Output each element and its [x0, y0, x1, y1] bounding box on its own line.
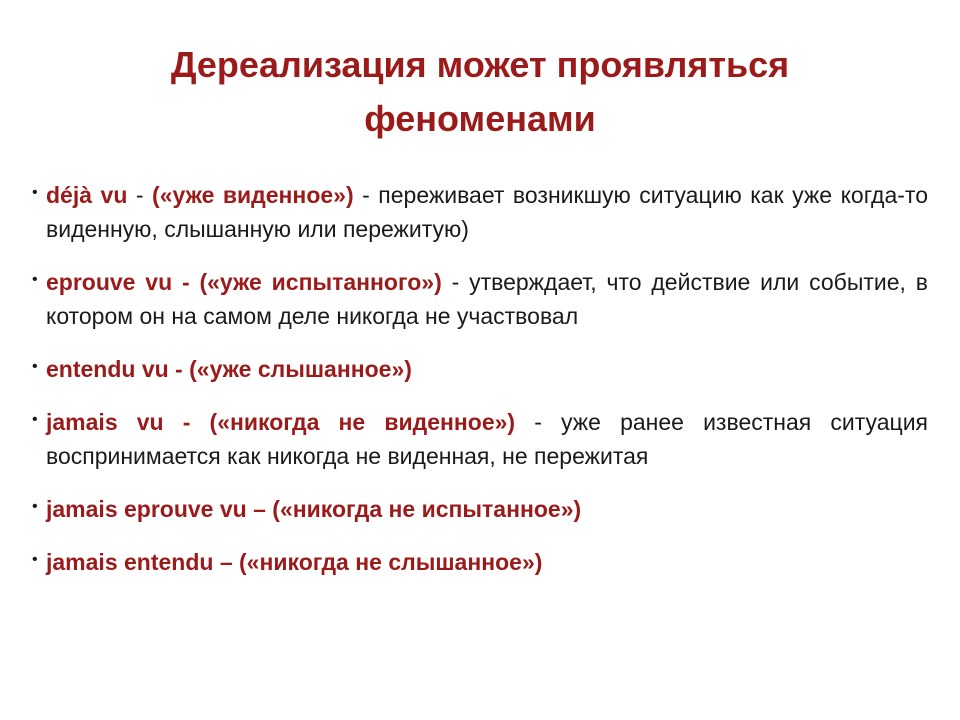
slide-title-line-1: Дереализация может проявляться [170, 44, 790, 85]
slide-title-line-2: феноменами [364, 98, 596, 139]
bullet-separator: - [168, 356, 190, 382]
bullet-separator: - [515, 409, 562, 435]
bullet-item-jamais-entendu [22, 545, 928, 579]
bullet-meaning: («никогда не испытанное») [272, 496, 582, 522]
bullet-meaning: («уже виденное») [152, 182, 354, 208]
bullet-item-jamais-eprouve-vu [22, 492, 928, 526]
bullet-term: eprouve vu [46, 269, 173, 295]
bullet-dot-icon: • [32, 411, 38, 428]
bullet-item-entendu-vu [22, 352, 928, 386]
bullet-list [22, 178, 928, 598]
bullet-meaning: («никогда не виденное») [209, 409, 516, 435]
bullet-separator: – [246, 496, 273, 522]
slide-title [80, 38, 880, 146]
bullet-description: уже ранее известная ситуация воспринимается как никогда не виденная, не пережитая [46, 409, 929, 469]
bullet-separator: - [172, 269, 200, 295]
bullet-item-deja-vu [22, 178, 928, 246]
bullet-item-jamais-vu [22, 405, 928, 473]
bullet-meaning: («уже слышанное») [189, 356, 412, 382]
bullet-description: утверждает, что действие или событие, в котором он на самом деле никогда не участвовал [46, 269, 928, 329]
bullet-separator: – [213, 549, 240, 575]
bullet-dot-icon: • [32, 551, 38, 568]
bullet-term: déjà vu [46, 182, 128, 208]
bullet-term: jamais eprouve vu [46, 496, 247, 522]
bullet-item-eprouve-vu [22, 265, 928, 333]
bullet-separator: - [441, 269, 470, 295]
bullet-term: entendu vu [46, 356, 169, 382]
bullet-meaning: («уже испытанного») [199, 269, 442, 295]
bullet-separator: - [127, 182, 153, 208]
bullet-separator: - [353, 182, 379, 208]
bullet-dot-icon: • [32, 184, 38, 201]
bullet-description: переживает возникшую ситуацию как уже когда-то виденную, слышанную или пережитую) [46, 182, 928, 242]
bullet-term: jamais vu [46, 409, 164, 435]
bullet-term: jamais entendu [46, 549, 214, 575]
bullet-separator: - [163, 409, 210, 435]
bullet-meaning: («никогда не слышанное») [239, 549, 543, 575]
bullet-dot-icon: • [32, 498, 38, 515]
bullet-dot-icon: • [32, 358, 38, 375]
bullet-dot-icon: • [32, 271, 38, 288]
